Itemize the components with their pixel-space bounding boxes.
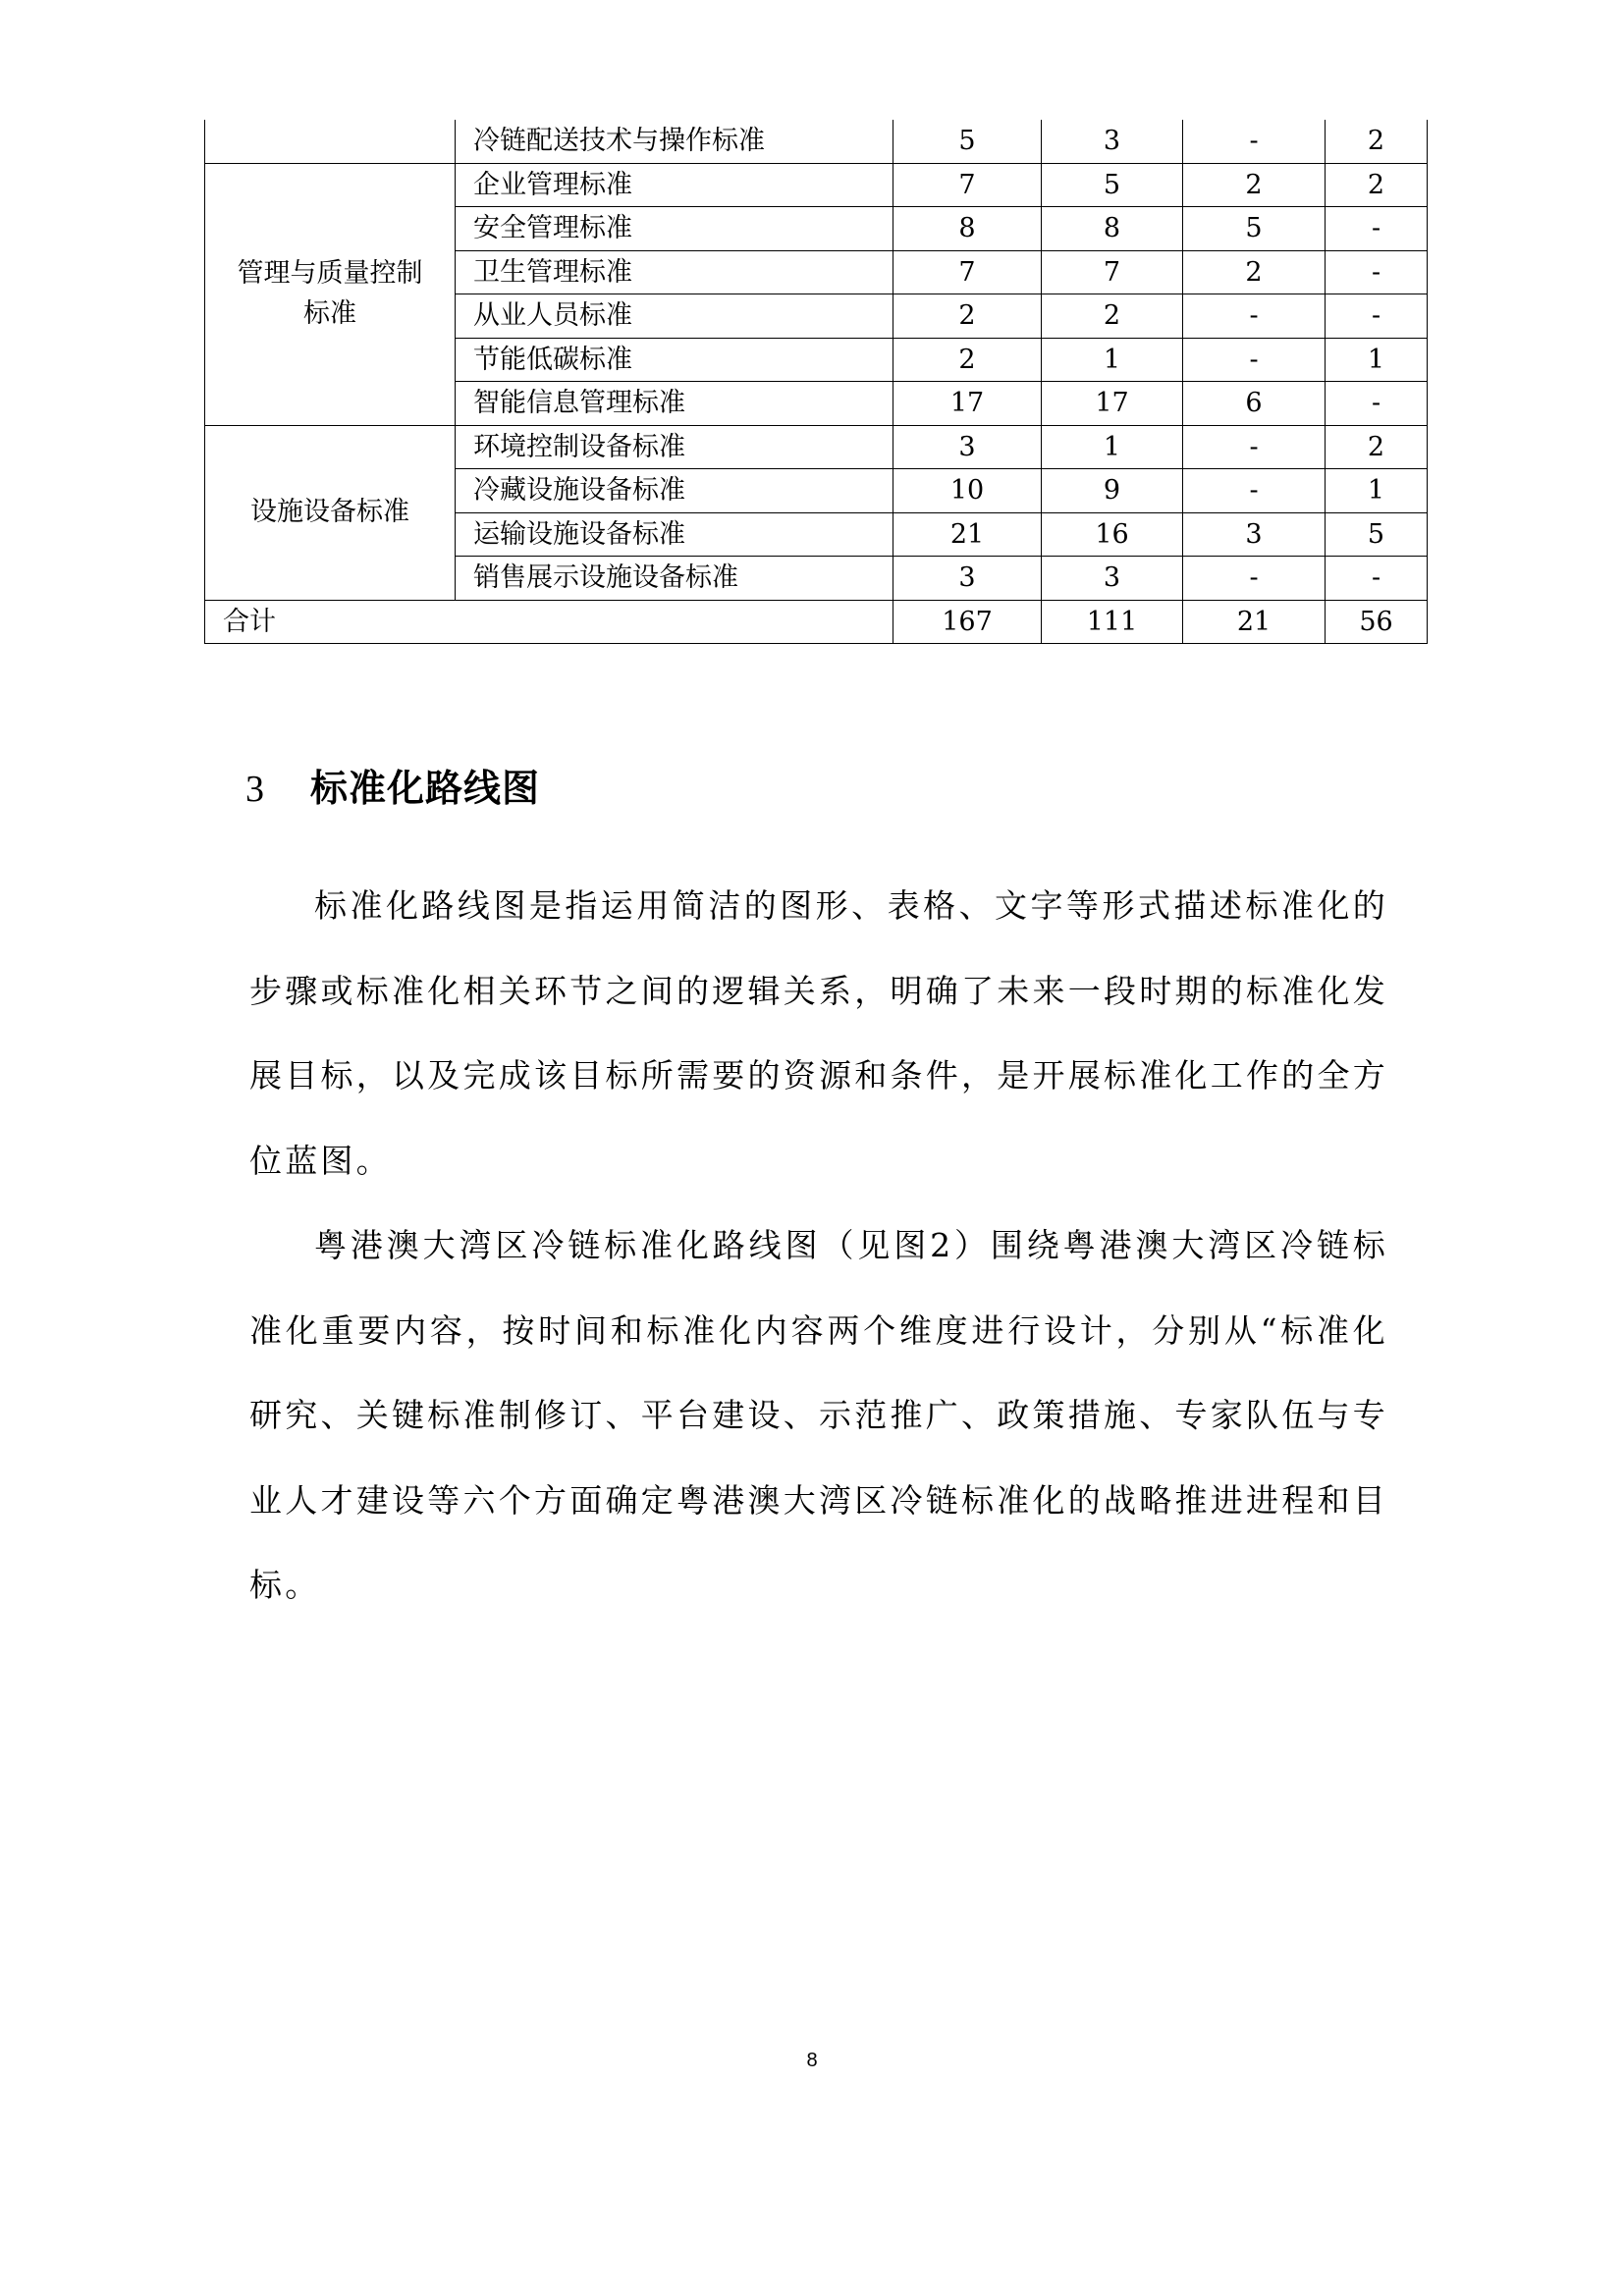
value-cell: - [1183, 425, 1326, 469]
item-cell: 从业人员标准 [456, 294, 893, 339]
item-cell: 冷链配送技术与操作标准 [456, 120, 893, 163]
table-row [205, 425, 1428, 469]
value-cell: 6 [1183, 382, 1326, 426]
value-cell: 9 [1042, 469, 1183, 513]
value-cell: 3 [1183, 512, 1326, 557]
value-cell: 2 [1326, 163, 1428, 207]
total-label: 合计 [205, 600, 893, 644]
value-cell: - [1183, 338, 1326, 382]
value-cell: - [1326, 250, 1428, 294]
table-row [205, 120, 1428, 163]
value-cell: - [1326, 207, 1428, 251]
table-total-row [205, 600, 1428, 644]
value-cell: 5 [1183, 207, 1326, 251]
item-cell: 节能低碳标准 [456, 338, 893, 382]
body-text [249, 864, 1388, 1629]
total-value: 21 [1183, 600, 1326, 644]
value-cell: 1 [1042, 338, 1183, 382]
value-cell: 3 [1042, 557, 1183, 601]
value-cell: 3 [1042, 120, 1183, 163]
total-value: 111 [1042, 600, 1183, 644]
value-cell: - [1326, 294, 1428, 339]
value-cell: 16 [1042, 512, 1183, 557]
value-cell: 2 [1183, 250, 1326, 294]
value-cell: - [1326, 557, 1428, 601]
value-cell: 17 [1042, 382, 1183, 426]
standards-table [204, 120, 1428, 644]
value-cell: 2 [1326, 120, 1428, 163]
table-row [205, 163, 1428, 207]
item-cell: 企业管理标准 [456, 163, 893, 207]
value-cell: 3 [893, 557, 1042, 601]
value-cell: - [1183, 469, 1326, 513]
value-cell: 7 [893, 250, 1042, 294]
category-cell-continued [205, 120, 456, 163]
item-cell: 智能信息管理标准 [456, 382, 893, 426]
value-cell: 2 [893, 294, 1042, 339]
category-cell-facility: 设施设备标准 [205, 425, 456, 600]
value-cell: - [1183, 120, 1326, 163]
section-title: 标准化路线图 [310, 767, 541, 810]
category-label-line2: 标准 [303, 297, 356, 329]
total-value: 56 [1326, 600, 1428, 644]
section-number: 3 [245, 769, 265, 810]
value-cell: 7 [893, 163, 1042, 207]
paragraph: 标准化路线图是指运用简洁的图形、表格、文字等形式描述标准化的步骤或标准化相关环节之间的逻辑关系，明确了未来一段时期的标准化发展目标，以及完成该目标所需要的资源和条件，是开展标准化工作的全方位蓝图。 [249, 886, 1388, 1180]
value-cell: 2 [1183, 163, 1326, 207]
value-cell: 5 [1042, 163, 1183, 207]
value-cell: 2 [893, 338, 1042, 382]
value-cell: 5 [1326, 512, 1428, 557]
value-cell: - [1326, 382, 1428, 426]
item-cell: 销售展示设施设备标准 [456, 557, 893, 601]
value-cell: 21 [893, 512, 1042, 557]
total-value: 167 [893, 600, 1042, 644]
value-cell: 17 [893, 382, 1042, 426]
value-cell: 10 [893, 469, 1042, 513]
value-cell: 8 [893, 207, 1042, 251]
value-cell: 5 [893, 120, 1042, 163]
value-cell: 1 [1326, 338, 1428, 382]
item-cell: 卫生管理标准 [456, 250, 893, 294]
value-cell: 1 [1326, 469, 1428, 513]
page-number: 8 [806, 2050, 818, 2071]
paragraph: 粤港澳大湾区冷链标准化路线图（见图2）围绕粤港澳大湾区冷链标准化重要内容，按时间和标准化内容两个维度进行设计，分别从“标准化研究、关键标准制修订、平台建设、示范推广、政策措施、专家队伍与专业人才建设等六个方面确定粤港澳大湾区冷链标准化的战略推进进程和目标。 [249, 1226, 1388, 1604]
value-cell: 1 [1042, 425, 1183, 469]
value-cell: 7 [1042, 250, 1183, 294]
value-cell: - [1183, 557, 1326, 601]
category-cell-management [205, 163, 456, 425]
section-heading [245, 758, 540, 812]
item-cell: 环境控制设备标准 [456, 425, 893, 469]
item-cell: 冷藏设施设备标准 [456, 469, 893, 513]
item-cell: 安全管理标准 [456, 207, 893, 251]
value-cell: 2 [1042, 294, 1183, 339]
value-cell: - [1183, 294, 1326, 339]
category-label-line1: 管理与质量控制 [237, 258, 423, 289]
value-cell: 2 [1326, 425, 1428, 469]
value-cell: 8 [1042, 207, 1183, 251]
value-cell: 3 [893, 425, 1042, 469]
item-cell: 运输设施设备标准 [456, 512, 893, 557]
